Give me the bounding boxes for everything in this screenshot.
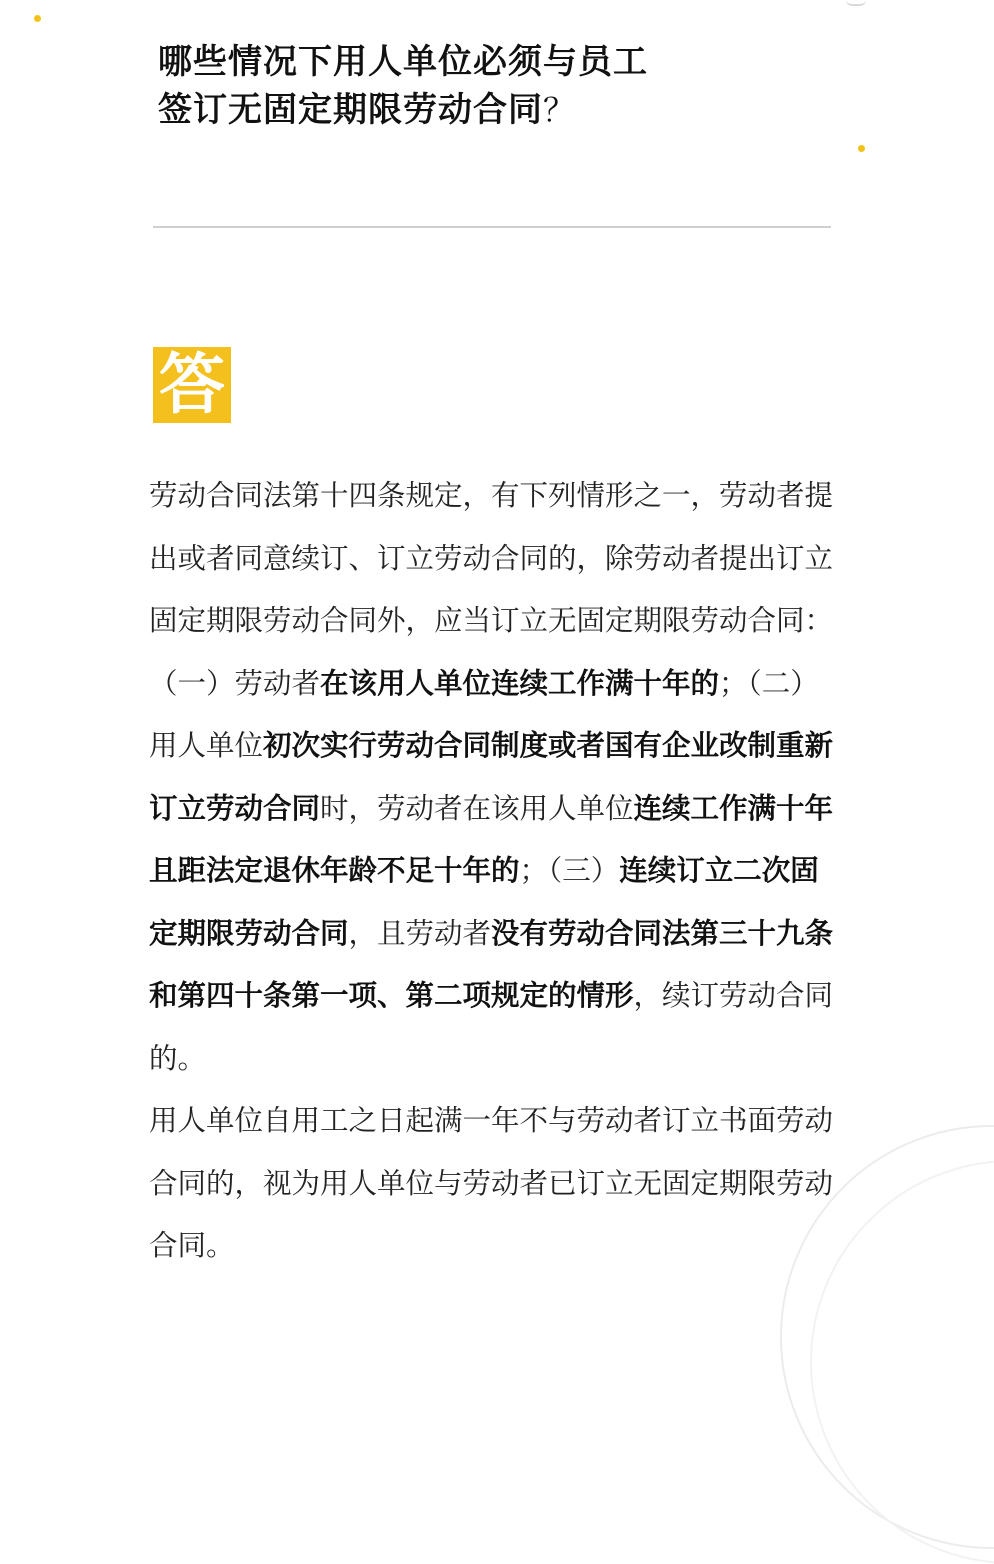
title-line-2 xyxy=(158,86,648,134)
corner-decoration xyxy=(846,0,866,6)
emphasis-text: 连续订立二次固定期限劳动合同 xyxy=(149,854,819,950)
emphasis-text: 没有劳动合同法第三十九条和第四十条第一项、第二项规定的情形 xyxy=(149,916,834,1012)
title-line-2-text: 签订无固定期限劳动合同 xyxy=(158,90,543,130)
answer-body xyxy=(149,465,839,1278)
title-line-1: 哪些情况下用人单位必须与员工 xyxy=(158,42,648,82)
page-title xyxy=(158,38,648,134)
answer-paragraph-2: 用人单位自用工之日起满一年不与劳动者订立书面劳动合同的，视为用人单位与劳动者已订立无固定期限劳动合同。 xyxy=(149,1104,834,1262)
yellow-dot-decoration xyxy=(858,145,865,152)
answer-paragraph-1 xyxy=(149,465,839,1090)
yellow-dot-decoration xyxy=(34,15,41,22)
body-text: 劳动合同法第十四条规定，有下列情形之一，劳动者提出或者同意续订、订立劳动合同的，除劳动者提出订立固定期限劳动合同外，应当订立无固定期限劳动合同：（一）劳动者 xyxy=(149,479,834,700)
answer-badge: 答 xyxy=(153,347,231,423)
question-mark: ？ xyxy=(543,91,577,129)
body-text: 时，劳动者在该用人单位 xyxy=(320,791,634,825)
emphasis-text: 在该用人单位连续工作满十年的 xyxy=(320,666,720,700)
divider xyxy=(153,226,831,228)
emphasis-text: 初次实行劳动合同制度或者国有企业改制重新订立劳动合同 xyxy=(149,729,834,825)
body-text: ，且劳动者 xyxy=(348,916,492,950)
body-text: ；（三） xyxy=(519,854,620,887)
body-text: ，续订劳动合同的。 xyxy=(149,979,834,1075)
body-text: ；（二）用人单位 xyxy=(149,666,819,762)
emphasis-text: 连续工作满十年且距法定退休年龄不足十年的 xyxy=(149,791,834,887)
